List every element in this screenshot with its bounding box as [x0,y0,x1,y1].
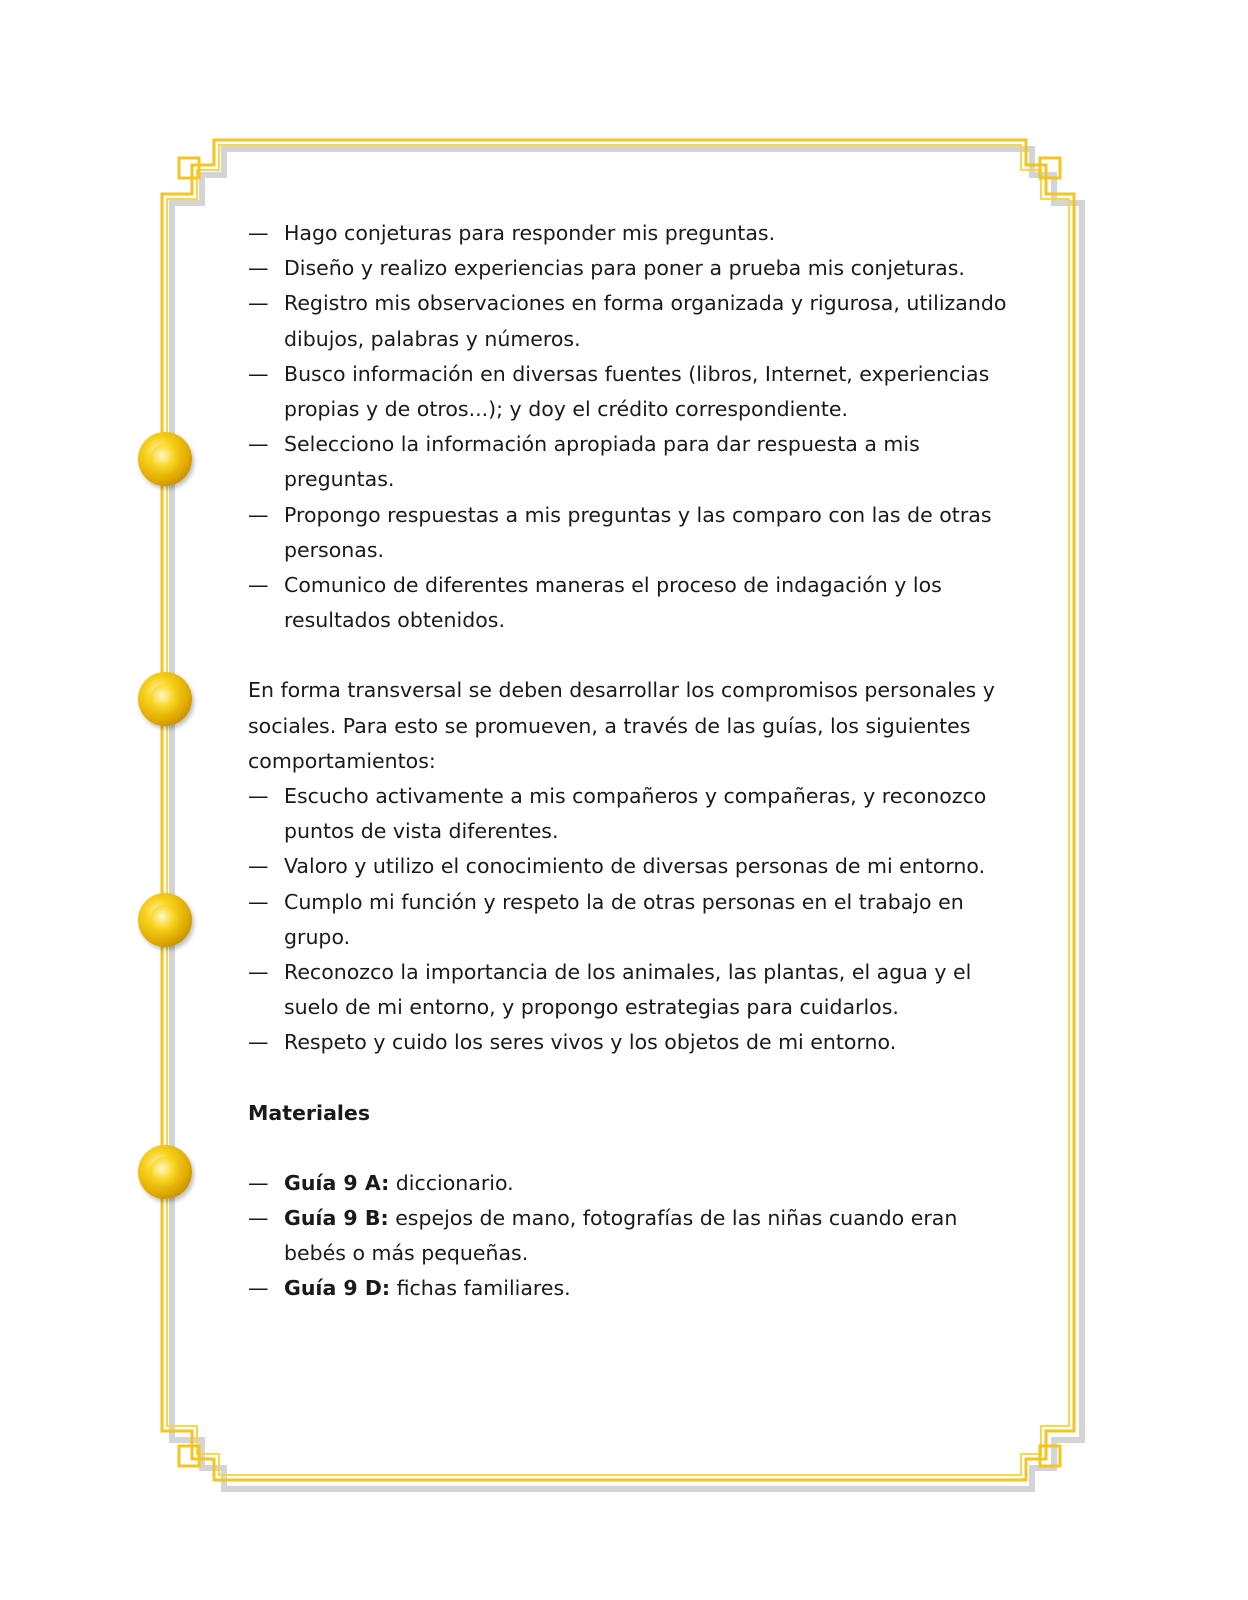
list-item: — Respeto y cuido los seres vivos y los objetos de mi entorno. [248,1025,1008,1060]
dash-icon: — [248,256,269,281]
dash-icon: — [248,1206,269,1231]
guide-label: Guía 9 A: [284,1170,390,1195]
dash-icon: — [248,221,269,245]
list-item: — Hago conjeturas para responder mis preguntas. [248,216,1008,251]
list-item: — Escucho activamente a mis compañeros y compañeras, y reconozco puntos de vista diferentes. [248,779,1008,849]
gold-bullet-icon [138,1145,192,1199]
materials-list [248,1166,1008,1307]
list-item: — Guía 9 D: fichas familiares. [248,1271,1008,1306]
list-item: — Propongo respuestas a mis preguntas y las comparo con las de otras personas. [248,498,1008,568]
list-item: — Cumplo mi función y respeto la de otras personas en el trabajo en grupo. [248,885,1008,955]
list-item: — Guía 9 B: espejos de mano, fotografías de las niñas cuando eran bebés o más pequeñas. [248,1201,1008,1271]
behaviors-list [248,779,1008,1061]
dash-icon: — [248,291,269,316]
page-content [248,216,1008,1307]
list-item: — Reconozco la importancia de los animales, las plantas, el agua y el suelo de mi entorno, y propongo estrategias para cuidarlos. [248,955,1008,1025]
list-item: — Valoro y utilizo el conocimiento de diversas personas de mi entorno. [248,849,1008,884]
gold-bullet-icon [138,893,192,947]
list-item: — Guía 9 A: diccionario. [248,1166,1008,1201]
guide-label: Guía 9 D: [284,1276,391,1301]
list-item: — Comunico de diferentes maneras el proceso de indagación y los resultados obtenidos. [248,568,1008,638]
dash-icon: — [248,960,269,985]
list-item: — Diseño y realizo experiencias para poner a prueba mis conjeturas. [248,251,1008,286]
list-item: — Registro mis observaciones en forma organizada y rigurosa, utilizando dibujos, palabras y números. [248,286,1008,356]
list-item: — Busco información en diversas fuentes (libros, Internet, experiencias propias y de otros...); y doy el crédito correspondiente. [248,357,1008,427]
dash-icon: — [248,1276,269,1301]
transversal-paragraph: En forma transversal se deben desarrollar los compromisos personales y sociales. Para esto se promueven, a través de las guías, los siguientes comportamientos: [248,678,995,773]
dash-icon: — [248,361,269,386]
inquiry-skills-list [248,216,1008,638]
materials-heading: Materiales [248,1100,371,1125]
gold-bullet-icon [138,432,192,486]
dash-icon: — [248,889,269,914]
dash-icon: — [248,432,269,457]
dash-icon: — [248,502,269,527]
dash-icon: — [248,1170,269,1195]
dash-icon: — [248,854,269,879]
dash-icon: — [248,1030,269,1055]
gold-bullet-icon [138,672,192,726]
dash-icon: — [248,573,269,598]
dash-icon: — [248,784,269,809]
list-item: — Selecciono la información apropiada para dar respuesta a mis preguntas. [248,427,1008,497]
guide-label: Guía 9 B: [284,1206,389,1231]
